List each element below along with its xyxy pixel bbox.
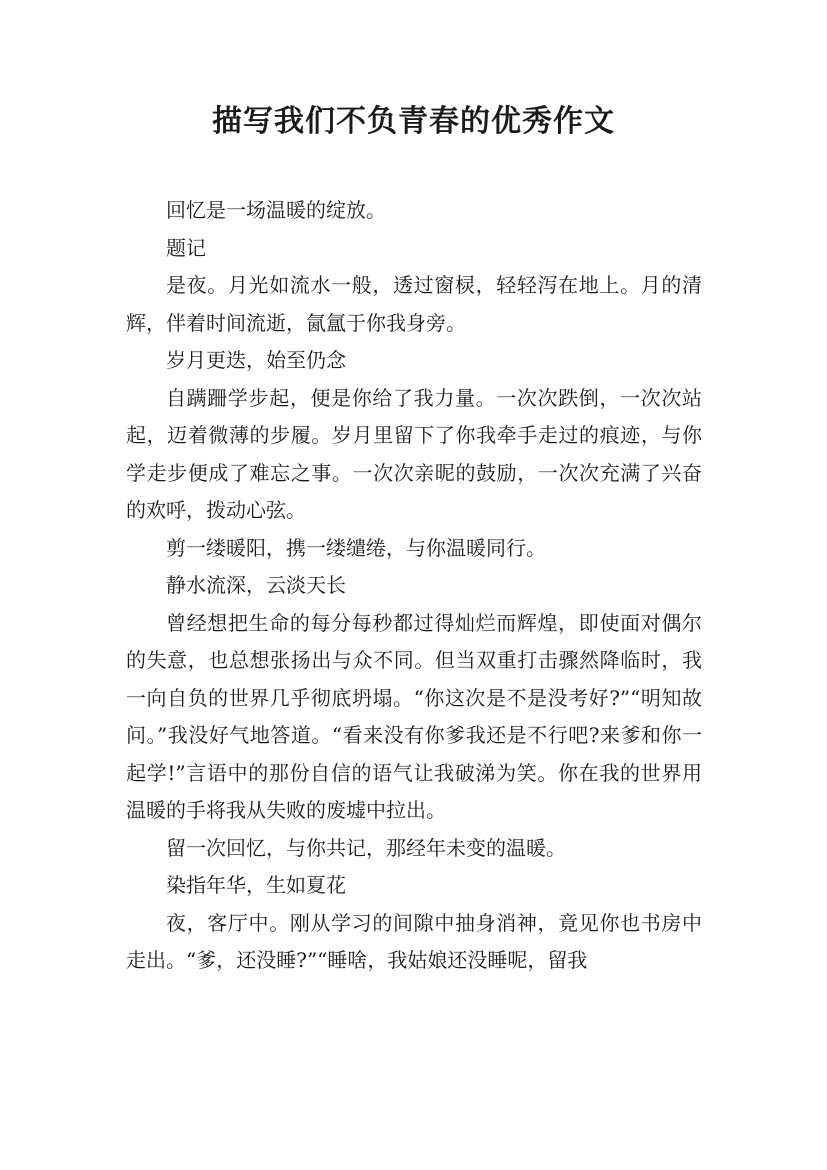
section-heading: 染指年华，生如夏花 [166, 873, 346, 897]
document-body [126, 192, 702, 980]
paragraph: 剪一缕暖阳，携一缕缱绻，与你温暖同行。 [166, 535, 546, 560]
paragraph: 曾经想把生命的每分每秒都过得灿烂而辉煌，即使面对偶尔的失意，也总想张扬出与众不同。但当双重打击骤然降临时，我一向自负的世界几乎彻底坍塌。“你这次是不是没考好?”“明知故问。”我没好气地答道。“看来没有你爹我还是不行吧?来爹和你一起学!”言语中的那份自信的语气让我破涕为笑。你在我的世界用温暖的手将我从失败的废墟中拉出。 [126, 610, 702, 822]
paragraph: 回忆是一场温暖的绽放。 [166, 198, 386, 222]
paragraph: 是夜。月光如流水一般，透过窗棂，轻轻泻在地上。月的清辉，伴着时间流逝，氤氲于你我身旁。 [126, 273, 702, 335]
section-heading: 静水流深，云淡天长 [166, 573, 346, 597]
paragraph: 自蹒跚学步起，便是你给了我力量。一次次跌倒，一次次站起，迈着微薄的步履。岁月里留下了你我牵手走过的痕迹，与你学走步便成了难忘之事。一次次亲昵的鼓励，一次次充满了兴奋的欢呼，拨动心弦。 [126, 385, 702, 522]
section-heading: 岁月更迭，始至仍念 [166, 348, 346, 372]
paragraph: 题记 [166, 235, 206, 260]
paragraph: 留一次回忆，与你共记，那经年未变的温暖。 [166, 835, 566, 860]
paragraph: 夜，客厅中。刚从学习的间隙中抽身消神，竟见你也书房中走出。“爹，还没睡?”“睡啥，我姑娘还没睡呢，留我 [126, 910, 702, 972]
document-title: 描写我们不负青春的优秀作文 [212, 104, 615, 139]
